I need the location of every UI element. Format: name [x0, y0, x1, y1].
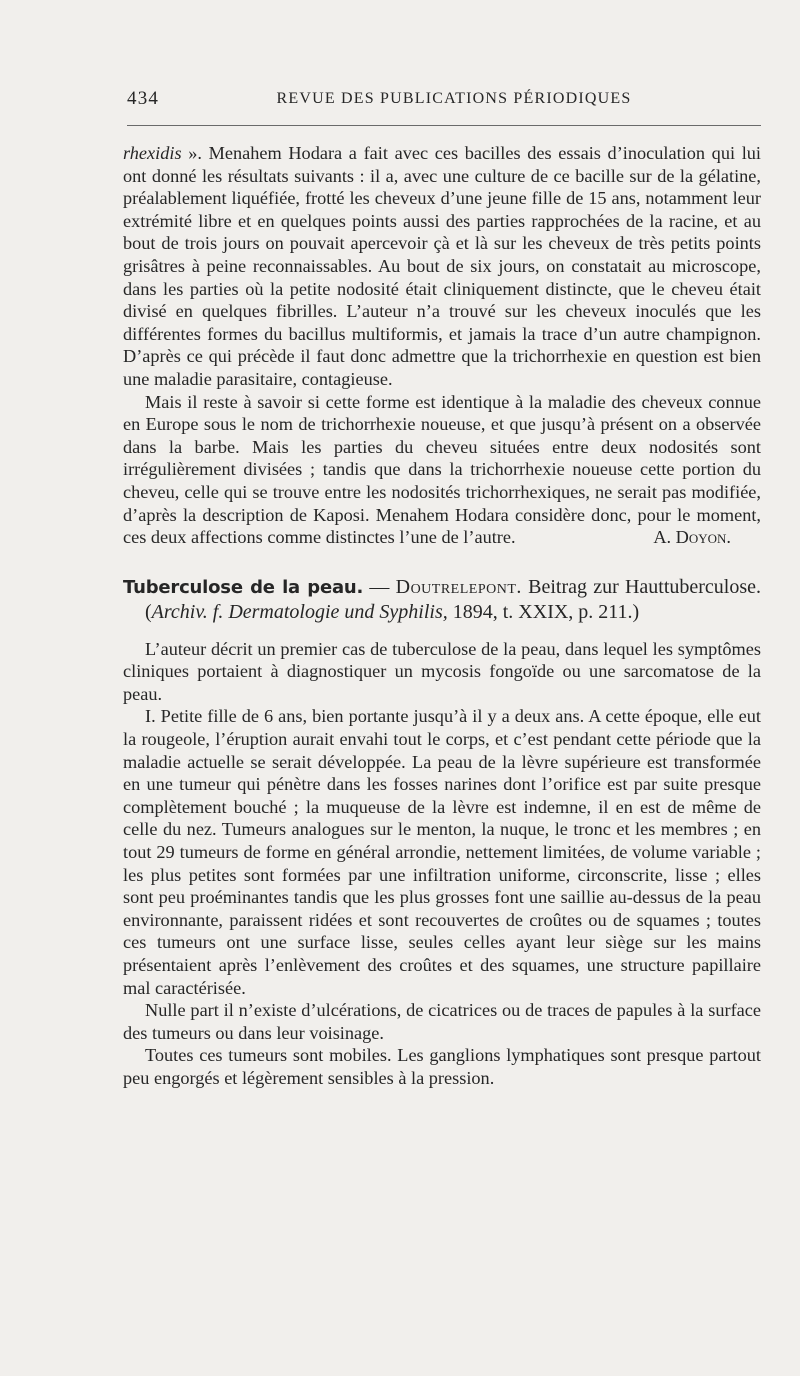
header-rule — [127, 125, 761, 126]
paragraph-text: ». Menahem Hodara a fait avec ces bacilles des essais d’inoculation qui lui ont donné les résultats suivants : il a, avec une culture de ce bacille sur de la gélatine, préalablement liquéfiée, frotté les cheveux d’une jeune fille de 15 ans, notamment leur extrémité libre et en quelques points aussi des parties rapprochées de la racine, et au bout de trois jours on pouvait apercevoir çà et là sur les cheveux de très petits points grisâtres à peine reconnaissables. Au bout de six jours, on constatait au microscope, dans les parties où la petite nodosité était cliniquement distincte, que le cheveu était divisé en quelques fibrilles. L’auteur n’a trouvé sur les cheveux inoculés que les différentes formes du bacillus multiformis, et jamais la trace d’un autre champignon. D’après ce qui précède il faut donc admettre que la trichorrhexie en question est bien une maladie parasitaire, contagieuse. — [123, 143, 761, 389]
page-number: 434 — [127, 88, 160, 109]
author-signature: A. Doyon. — [653, 527, 731, 548]
paragraph-text: Mais il reste à savoir si cette forme est identique à la maladie des cheveux connue en Europe sous le nom de trichorrhexie noueuse, et que jusqu’à présent on a observée dans la barbe. Mais les parties du cheveu situées entre deux nodosités sont irrégulièrement divisées ; tandis que dans la trichorrhexie noueuse cette portion du cheveu, celle qui se trouve entre les nodosités trichorrhexiques, ne serait pas modifiée, d’après la description de Kaposi. Menahem Hodara considère donc, pour le moment, ces deux affections comme distinctes l’une de l’autre. — [123, 391, 761, 548]
paragraph: Nulle part il n’existe d’ulcérations, de cicatrices ou de traces de papules à la surface des tumeurs ou dans leur voisinage. — [123, 1000, 761, 1043]
article-heading — [123, 575, 761, 624]
article-author: Doutrelepont. — [395, 575, 522, 598]
citation-details: 1894, t. XXIX, p. 211.) — [447, 600, 640, 623]
page-header — [127, 88, 761, 114]
paragraph: Toutes ces tumeurs sont mobiles. Les ganglions lymphatiques sont presque partout peu engorgés et légèrement sensibles à la pression. — [123, 1045, 761, 1088]
body-text — [123, 142, 761, 1090]
journal-name: Archiv. f. Dermatologie und Syphilis, — [151, 600, 448, 623]
heading-dash: — — [363, 575, 396, 598]
running-title: REVUE DES PUBLICATIONS PÉRIODIQUES — [276, 90, 632, 107]
paragraph-continuation — [123, 142, 761, 391]
article-title: Tuberculose de la peau. — [123, 576, 364, 598]
paragraph: L’auteur décrit un premier cas de tuberculose de la peau, dans lequel les symptômes cliniques portaient à diagnostiquer un mycosis fongoïde ou une sarcomatose de la peau. — [123, 638, 761, 704]
paragraph: I. Petite fille de 6 ans, bien portante jusqu’à il y a deux ans. A cette époque, elle eut la rougeole, l’éruption aurait envahi tout le corps, et c’est pendant cette période que la maladie actuelle se serait développée. La peau de la lèvre supérieure est transformée en une tumeur qui pénètre dans les fosses narines dont l’orifice est par suite presque complètement bouché ; la muqueuse de la lèvre est indemne, il en est de même de celle du nez. Tumeurs analogues sur le menton, la nuque, le tronc et les membres ; en tout 29 tumeurs de forme en général arrondie, nettement limitées, de volume variable ; les plus petites sont formées par une infiltration uniforme, circonscrite, lisse ; elles sont peu proéminantes tandis que les plus grosses font une saillie au-dessus de la peau environnante, paraissent ridées et sont recouvertes de croûtes ou de squames ; toutes ces tumeurs ont une surface lisse, seules celles ayant leur siège sur les mains présentaient après l’enlèvement des croûtes et des squames, une structure papillaire mal caractérisée. — [123, 706, 761, 998]
german-title: Beitrag zur Hauttuberculose. ( — [145, 575, 762, 623]
continued-word: rhexidis — [123, 143, 182, 163]
paragraph-comparison — [123, 391, 761, 549]
